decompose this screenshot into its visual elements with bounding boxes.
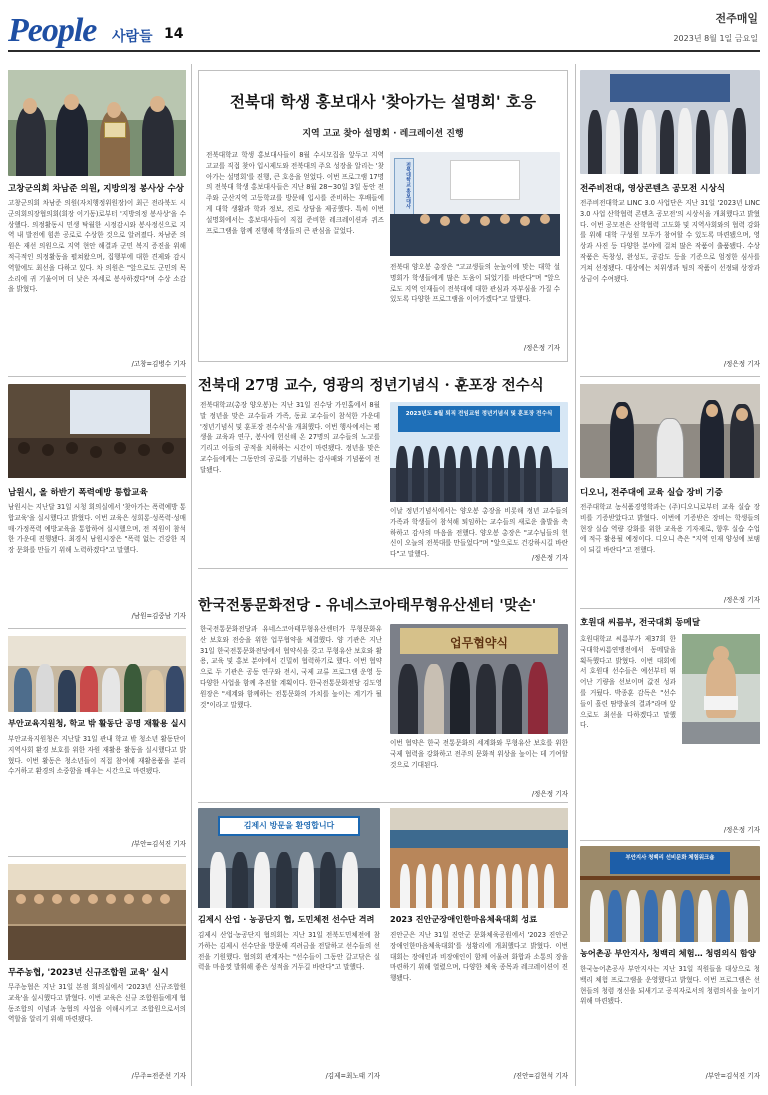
article-photo	[580, 384, 760, 478]
article-photo	[8, 864, 186, 960]
article-body: 무주농협은 지난 31일 본점 회의실에서 '2023년 신규조합원 교육'을 실시했다고 밝혔다. 이번 교육은 신규 조합원들에게 협동조합의 이념과 농협의 사업을 이해시키고 조합원으로서의 역할을 알리기 위해 마련됐다.	[8, 983, 186, 1024]
feature-title: 전북대 학생 홍보대사 '찾아가는 설명회' 호응	[230, 92, 536, 111]
article-divider	[580, 608, 760, 609]
article-title: 호원대 씨름부, 전국대회 동메달	[580, 618, 701, 628]
article-byline: /정은정 기자	[723, 826, 760, 834]
article-byline: /정은정 기자	[523, 344, 560, 352]
article-title: 무주농협, '2023년 신규조합원 교육' 실시	[8, 968, 169, 978]
column-divider	[191, 64, 192, 1086]
article-byline: /진안=김현석 기자	[513, 1072, 568, 1080]
article-body: 남원시는 지난달 31일 시청 회의실에서 '찾아가는 폭력예방 통합교육'을 실시했다고 밝혔다. 이번 교육은 성희롱·성폭력·성매매·가정폭력 예방교육을 통합하여 실시했으며, 전 직원이 참석한 가운데 진행됐다. 최경식 남원시장은 "폭력 없는 건강한 직장 문화를 만들기 위해 노력하겠다"고 말했다.	[8, 503, 186, 555]
article-title: 고창군의회 차남준 의원, 지방의정 봉사상 수상	[8, 184, 184, 194]
article-photo	[8, 70, 186, 176]
article-byline: /고창=김병수 기자	[131, 360, 186, 368]
article-body: 진안군은 지난 31일 진안군 문화체육공원에서 '2023 진안군장애인한마음체육대회'를 성황리에 개최했다고 밝혔다. 이번 대회는 장애인과 비장애인이 함께 어울려 화합과 소통의 장을 마련하기 위해 열렸으며, 다양한 체육 종목과 레크레이션이 진행됐다.	[390, 931, 568, 983]
banner-text: 업무협약식	[450, 636, 508, 650]
article-photo	[390, 402, 568, 502]
article-photo	[198, 808, 380, 908]
article-body: 전북대 양오봉 총장은 "고교생들의 눈높이에 맞는 대학 설명회가 학생들에게 많은 도움이 되었기를 바란다"며 "앞으로도 지역 인재들이 전북대에 대한 관심과 자부심을 가질 수 있도록 다양한 프로그램을 이어가겠다"고 말했다.	[390, 263, 560, 304]
article-title: 농어촌공 부안지사, 청백리 체험… 청렴의식 함양	[580, 948, 756, 958]
article-body: 한국전통문화전당과 유네스코아태무형유산센터가 무형문화유산 보호와 전승을 위한 업무협약을 체결했다. 양 기관은 지난 31일 한국전통문화전당에서 협약식을 갖고 무형유산 보호와 활용, 교육 및 홍보 분야에서 긴밀히 협력하기로 했다. 이번 협약으로 두 기관은 공동 연구와 전시, 국제 교류 프로그램 운영 등 다양한 사업을 함께 추진할 계획이다. 한국전통문화전당 김도영 원장은 "세계와 함께하는 전통문화의 가치를 높이는 계기가 될 것"이라고 말했다.	[200, 625, 382, 709]
article-byline: /무주=전준선 기자	[131, 1072, 186, 1080]
article-body: 한국농어촌공사 부안지사는 지난 31일 직원들을 대상으로 청백리 체험 프로그램을 운영했다고 밝혔다. 이번 프로그램은 선현들의 청렴 정신을 되새기고 공직자로서의 청렴의식을 높이기 위해 마련됐다.	[580, 965, 760, 1006]
article-body-cont	[580, 760, 760, 826]
article-title: 디오니, 전주대에 교육 실습 장비 기증	[580, 488, 723, 498]
feature-title: 전북대 27명 교수, 영광의 정년기념식 · 훈포장 전수식	[198, 377, 544, 394]
article-byline: /정은정 기자	[723, 360, 760, 368]
column-divider	[575, 64, 576, 1086]
page-number: 14	[164, 26, 184, 42]
article-photo	[580, 70, 760, 174]
article-byline: /정은정 기자	[531, 790, 568, 798]
article-photo	[390, 808, 568, 908]
article-byline: /부안=김석진 기자	[705, 1072, 760, 1080]
article-byline: /부안=김석진 기자	[131, 840, 186, 848]
article-title: 김제시 산업 · 농공단지 협, 도민체전 선수단 격려	[198, 914, 375, 924]
article-byline: /김제=최노태 기자	[325, 1072, 380, 1080]
banner-text: 전북대학교 홍보대사	[405, 162, 411, 209]
article-photo	[8, 636, 186, 712]
article-body: 부안교육지원청은 지난달 31일 관내 학교 밖 청소년 활동단이 지역사회 환경 보호를 위한 자원 재활용 활동을 실시했다고 밝혔다. 이번 활동은 청소년들이 직접 참여해 재활용품을 분리 수거하고 환경의 소중함을 배우는 시간으로 마련됐다.	[8, 735, 186, 776]
article-photo	[580, 846, 760, 942]
newspaper-name: 전주매일	[715, 12, 758, 25]
article-photo	[8, 384, 186, 478]
article-body: 전북대학교(총장 양오봉)는 지난 31일 진수당 가인홀에서 8월 말 정년을 맞은 교수들과 가족, 동료 교수들이 참석한 가운데 '정년기념식 및 훈포장 전수식'을 개최했다. 이번 행사에서는 평생을 교육과 연구, 봉사에 헌신해 온 27명의 교수들의 노고를 기리고 이들의 공적을 치하하는 시간이 마련됐다. 정년을 맞은 교수들에게는 그동안의 공로를 기념하는 감사패와 기념품이 전달됐다.	[200, 401, 380, 474]
article-photo	[390, 624, 568, 734]
article-divider	[8, 856, 186, 857]
article-body: 전주대학교 농식품경영학과는 (주)디오니로부터 교육 실습 장비를 기증받았다고 밝혔다. 이번에 기증받은 장비는 학생들의 현장 실습 역량 강화를 위한 교육용 기자재로, 향후 실습 수업에 적극 활용될 예정이다. 디오니 측은 "지역 인재 양성에 보탬이 되길 바란다"고 전했다.	[580, 503, 760, 555]
section-brand: People	[8, 12, 97, 49]
article-divider	[198, 568, 568, 569]
header-rule	[8, 50, 760, 52]
article-body: 고창군의회 차남준 의원(자치행정위원장)이 최근 전라북도 시군의회의장협의회(회장 이기동)로부터 '지방의정 봉사상'을 수상했다. 의정활동시 민생 탁월한 시정감시와 봉사정신으로 지역 내 발전에 힘쓴 공로로 수상한 것으로 알려졌다. 차남준 의원은 재선 의원으로 지역 현안 해결과 군민 복지 증진을 위해 적극적인 의정활동을 펼쳐왔으며, 집행부에 대한 견제와 감시 역할에도 최선을 다하고 있다. 차 의원은 "앞으로도 군민의 목소리에 귀 기울이며 더 낮은 자세로 봉사하겠다"며 수상 소감을 밝혔다.	[8, 199, 186, 294]
issue-date: 2023년 8월 1일 금요일	[673, 34, 758, 43]
banner-text: 부안지사 청백리 선비문화 체험워크숍	[625, 855, 715, 861]
banner-text: 2023년도 8월 퇴직 전임교원 정년기념식 및 훈포장 전수식	[405, 411, 553, 417]
article-body: 전주비전대학교 LINC 3.0 사업단은 지난 31일 '2023년 LINC 3.0 사업 산학협력 콘텐츠 공모전'의 시상식을 개최했다고 밝혔다. 이번 공모전은 산학협력 고도화 및 지역사회와의 협력 강화를 위해 대학 구성원 모두가 참여할 수 있도록 마련됐으며, 영상과 사진 등 다양한 분야에 걸쳐 많은 작품이 출품됐다. 수상 작품은 독창성, 완성도, 공감도 등을 기준으로 엄정한 심사를 거쳐 선정됐다. 대상에는 치위생과 팀의 작품이 선정돼 상장과 상금이 수여됐다.	[580, 199, 760, 283]
article-body: 전북대학교 학생 홍보대사들이 8월 수시모집을 앞두고 지역 고교를 직접 찾아 입시제도와 전북대의 주요 성장을 알리는 '찾아가는 설명회'를 진행, 큰 호응을 얻었다. 이번 프로그램 17명의 전북대 학생 홍보대사들은 지난 8월 28~30일 3일 동안 전주와 군산지역 고등학교를 방문해 입시를 준비하는 후배들에게 대학 생활과 학과 정보, 진로 상담을 제공했다. 특히 이번 설명회에서는 홍보대사들이 직접 준비한 레크레이션과 퀴즈 프로그램을 함께 진행해 학생들의 큰 관심을 끌었다.	[206, 151, 384, 235]
article-divider	[198, 802, 568, 803]
article-divider	[580, 840, 760, 841]
page-header	[0, 0, 768, 58]
article-title: 부안교육지원청, 학교 밖 활동단 공명 재활용 실시	[8, 718, 187, 728]
article-title: 전주비전대, 영상콘텐츠 공모전 시상식	[580, 184, 726, 194]
article-body: 이날 정년기념식에서는 양오봉 총장을 비롯해 정년 교수들의 가족과 학생들이 참석해 퇴임하는 교수들의 새로운 출발을 축하하고 감사의 마음을 전했다. 양오봉 총장은 "교수님들의 헌신이 오늘의 전북대를 만들었다"며 "앞으로도 건강하시길 바란다"고 말했다.	[390, 507, 568, 559]
article-body: 이번 협약은 한국 전통문화의 세계화와 무형유산 보호를 위한 국제 협력을 강화하고 전주의 문화적 위상을 높이는 데 기여할 것으로 기대된다.	[390, 739, 568, 769]
article-divider	[8, 376, 186, 377]
banner-text: 김제시 방문을 환영합니다	[243, 821, 335, 830]
article-title: 남원시, 올 하반기 폭력예방 통합교육	[8, 488, 148, 498]
article-photo	[390, 152, 560, 256]
article-divider	[580, 376, 760, 377]
article-title: 2023 진안군장애인한마음체육대회 성료	[390, 914, 538, 924]
article-byline: /남원=김중남 기자	[131, 612, 186, 620]
article-divider	[8, 628, 186, 629]
article-photo	[682, 634, 760, 744]
article-body: 호원대학교 씨름부가 제37회 한국대학씨름연맹전에서 동메달을 획득했다고 밝혔다. 이번 대회에서 호원대 선수들은 예선부터 뛰어난 기량을 선보이며 값진 성과를 거뒀다. 박종훈 감독은 "선수들이 흘린 땀방울의 결과"라며 앞으로도 최선을 다하겠다고 말했다.	[580, 635, 676, 730]
feature-title: 한국전통문화전당 - 유네스코아태무형유산센터 '맞손'	[198, 597, 537, 614]
article-body: 김제시 산업·농공단지 협의회는 지난 31일 전북도민체전에 참가하는 김제시 선수단을 방문해 격려금을 전달하고 선수들의 선전을 기원했다. 협의회 관계자는 "선수들이 그동안 갈고닦은 실력을 마음껏 발휘해 좋은 성적을 거두길 바란다"고 말했다.	[198, 931, 380, 972]
article-byline: /정은정 기자	[531, 554, 568, 562]
section-name: 사람들	[112, 29, 153, 45]
article-byline: /정은정 기자	[723, 596, 760, 604]
feature-subtitle: 지역 고교 찾아 설명회 · 레크레이션 진행	[302, 129, 464, 139]
